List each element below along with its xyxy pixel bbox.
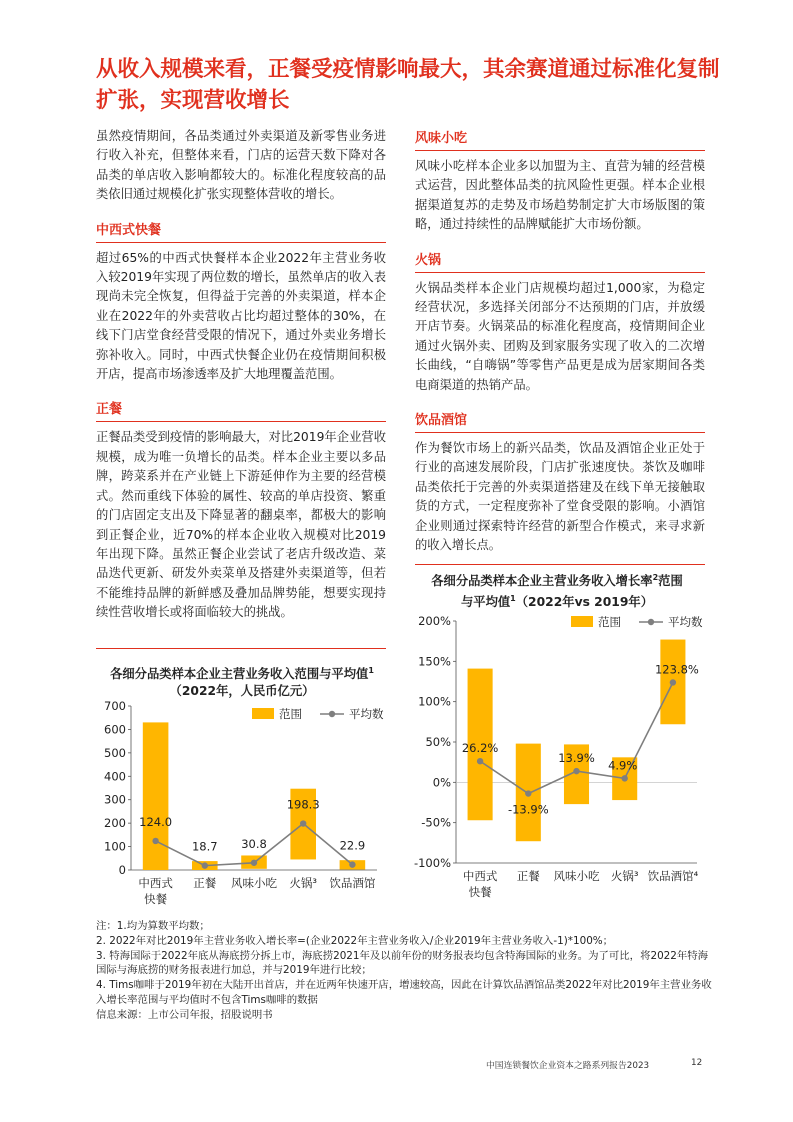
legend-label: 范围 — [279, 707, 302, 721]
average-point — [202, 862, 208, 868]
data-label: 18.7 — [191, 839, 218, 854]
x-tick-label: 火锅³ — [610, 869, 639, 883]
source-note: 信息来源：上市公司年报，招股说明书 — [96, 1008, 273, 1021]
chart-title: 各细分品类样本企业主营业务收入增长率$^2$范围 与平均值$^1$（2022年vs 2019年） — [431, 573, 683, 610]
chart-title: 各细分品类样本企业主营业务收入范围与平均值$^1$ （2022年，人民币亿元） — [110, 666, 374, 699]
x-tick-label: 正餐 — [193, 876, 217, 890]
section-body-hotpot: 火锅品类样本企业门店规模均超过1,000家，为稳定经营状况，多选择关闭部分不达预期的门店，并放缓开店节奏。火锅菜品的标准化程度高，疫情期间企业通过火锅外卖、团购及到家服务实现了收入的二次增长曲线，“自嗨锅”等零售产品更是成为居家期间各类电商渠道的热销产品。 — [415, 280, 705, 392]
legend-label: 平均数 — [668, 615, 703, 629]
chart-plot-area — [92, 648, 392, 908]
footnote: 3. 特海国际于2022年底从海底捞分拆上市，海底捞2021年及以前年份的财务报表均包含特海国际的业务。为了可比，将2022年特海国际与海底捞的财务报表进行加总，并与2019年进行比较； — [96, 949, 709, 977]
y-tick-label: 50% — [425, 735, 451, 749]
legend-marker-average — [648, 619, 654, 625]
data-label: -13.9% — [507, 802, 549, 817]
data-label: 4.9% — [608, 758, 638, 773]
section-heading-snacks: 风味小吃 — [415, 131, 468, 146]
y-tick-label: 200 — [104, 816, 126, 831]
section-divider — [96, 242, 386, 243]
y-tick-label: 700 — [104, 699, 126, 713]
x-tick-label: 快餐 — [144, 892, 168, 906]
x-tick-label: 火锅³ — [289, 876, 318, 890]
x-tick-label: 风味小吃 — [231, 876, 277, 890]
legend-label: 平均数 — [349, 707, 384, 721]
section-divider — [415, 150, 705, 151]
average-point — [525, 790, 531, 796]
data-label: 13.9% — [558, 751, 595, 766]
y-tick-label: 150% — [418, 654, 451, 669]
y-tick-label: 400 — [104, 769, 126, 784]
average-point — [349, 861, 355, 867]
section-divider — [415, 564, 705, 565]
data-label: 30.8 — [241, 836, 267, 851]
intro-paragraph: 虽然疫情期间，各品类通过外卖渠道及新零售业务进行收入补充，但整体来看，门店的运营天数下降对各品类的单店收入影响都较大的。标准化程度较高的品类依旧通过规模化扩张实现整体营收的增长。 — [96, 129, 386, 202]
section-body-fast-food: 超过65%的中西式快餐样本企业2022年主营业务收入较2019年实现了两位数的增长，虽然单店的收入表现尚未完全恢复，但得益于完善的外卖渠道，样本企业在2022年的外卖营收占比均超过整体的30%，在线下门店堂食经营受限的情况下，通过外卖业务增长弥补收入。同时，中西式快餐企业仍在疫情期间积极开店，提高市场渗透率及扩大地理覆盖范围。 — [96, 250, 386, 382]
section-body-dining: 正餐品类受到疫情的影响最大，对比2019年企业营收规模，成为唯一负增长的品类。样本企业主要以多品牌，跨菜系并在产业链上下游延伸作为主要的经营模式。然而重线下体验的属性、较高的单店投资、繁重的门店固定支出及下降显著的翻桌率，都极大的影响到正餐企业，近70%的样本企业收入规模对比2019年出现下降。虽然正餐企业尝试了老店升级改造、菜品迭代更新、研发外卖菜单及搭建外卖渠道等，但若不能维持品牌的新鲜感及叠加品牌势能，想要实现持续性营收增长或将面临较大的挑战。 — [96, 430, 386, 620]
average-point — [573, 768, 579, 774]
average-point — [152, 838, 158, 844]
average-point — [670, 679, 676, 685]
y-tick-label: 0 — [118, 863, 126, 877]
revenue-range-chart — [92, 648, 392, 908]
section-heading-fast-food: 中西式快餐 — [96, 222, 162, 238]
y-tick-label: 500 — [104, 745, 126, 760]
footnote: 4. Tims咖啡于2019年初在大陆开出首店，并在近两年快速开店，增速较高，因此在计算饮品酒馆品类2022年对比2019年主营业务收入增长率范围与平均值时不包含Tims咖啡的数据 — [96, 979, 712, 1006]
legend-label: 范围 — [598, 615, 621, 629]
section-divider — [415, 272, 705, 273]
x-tick-label: 饮品酒馆⁴ — [647, 869, 699, 883]
report-footer: 中国连锁餐饮企业资本之路系列报告2023 — [486, 1061, 650, 1071]
footnote: 2. 2022年对比2019年主营业务收入增长率=(企业2022年主营业务收入/企业2019年主营业务收入-1)*100%； — [96, 934, 614, 947]
x-tick-label: 快餐 — [468, 885, 492, 899]
x-tick-label: 饮品酒馆 — [329, 876, 376, 890]
section-heading-dining: 正餐 — [96, 402, 123, 418]
range-bar — [143, 722, 169, 870]
section-divider — [96, 421, 386, 422]
data-label: 123.8% — [654, 662, 699, 677]
footnote: 注：1.均为算数平均数； — [96, 920, 210, 932]
y-tick-label: 200% — [418, 614, 451, 628]
y-tick-label: -100% — [413, 856, 451, 870]
y-tick-label: 100% — [418, 694, 451, 709]
x-tick-label: 中西式 — [462, 869, 498, 883]
left-column — [96, 127, 386, 623]
x-tick-label: 正餐 — [516, 869, 540, 883]
section-divider — [415, 432, 705, 433]
growth-range-chart — [412, 566, 712, 906]
legend-swatch-range — [571, 616, 593, 627]
footnotes — [96, 919, 716, 1023]
average-point — [300, 820, 306, 826]
y-tick-label: 600 — [104, 722, 126, 737]
right-column — [415, 127, 705, 565]
data-label: 22.9 — [339, 838, 366, 853]
section-body-drinks: 作为餐饮市场上的新兴品类，饮品及酒馆企业正处于行业的高速发展阶段，门店扩张速度快。茶饮及咖啡品类依托于完善的外卖渠道搭建及在线下单无接触取货的方式，一定程度弥补了堂食受限的影响。小酒馆企业则通过探索特许经营的新型合作模式，来寻求新的收入增长点。 — [415, 441, 705, 553]
data-label: 26.2% — [461, 741, 499, 756]
section-heading-hotpot: 火锅 — [415, 252, 442, 268]
y-tick-label: 0% — [432, 775, 451, 790]
section-body-snacks: 风味小吃样本企业多以加盟为主、直营为辅的经营模式运营，因此整体品类的抗风险性更强。样本企业根据渠道复苏的走势及市场趋势制定扩大市场版图的策略，通过持续性的品牌赋能扩大市场份额。 — [415, 159, 705, 232]
x-tick-label: 风味小吃 — [553, 869, 600, 883]
data-label: 124.0 — [139, 814, 173, 829]
chart-plot-area — [412, 566, 712, 906]
legend-swatch-range — [252, 708, 274, 719]
average-point — [251, 860, 257, 866]
page-title: 从收入规模来看，正餐受疫情影响最大，其余赛道通过标准化复制扩张，实现营收增长 — [96, 57, 720, 113]
x-tick-label: 中西式 — [138, 876, 173, 890]
y-tick-label: 300 — [104, 792, 126, 807]
y-tick-label: 100 — [104, 839, 126, 854]
average-point — [622, 775, 628, 781]
legend-marker-average — [329, 711, 335, 717]
page-number: 12 — [691, 1058, 703, 1068]
section-heading-drinks: 饮品酒馆 — [415, 413, 468, 429]
data-label: 198.3 — [286, 797, 320, 812]
y-tick-label: -50% — [421, 815, 451, 830]
average-point — [477, 758, 483, 764]
